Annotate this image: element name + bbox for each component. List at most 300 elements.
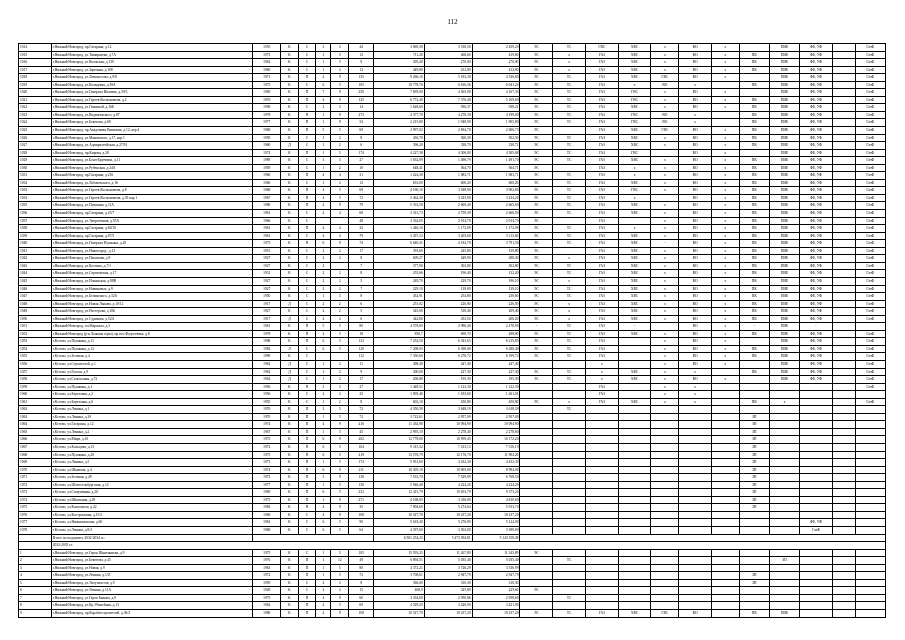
table-cell: ЭС (520, 368, 553, 376)
table-cell: ВО (679, 142, 712, 150)
table-cell: 1 (316, 111, 331, 119)
table-cell: 419,60 (472, 51, 520, 59)
table-cell: ВО (679, 96, 712, 104)
table-cell: ФЕ, УФ (800, 360, 833, 368)
table-cell (651, 436, 679, 444)
table-row (19, 157, 886, 165)
table-cell: х (651, 391, 679, 399)
table-cell: 5 124,00 (472, 519, 520, 527)
table-cell: ЭС (520, 549, 553, 557)
table-cell (832, 481, 855, 489)
table-row (19, 496, 886, 504)
table-cell: 9 (349, 368, 374, 376)
table-cell: 4 182,70 (424, 240, 472, 248)
table-cell: х (553, 255, 586, 263)
table-cell: ТС (553, 368, 586, 376)
table-cell: К (281, 383, 299, 391)
table-cell (585, 549, 618, 557)
table-cell (651, 519, 679, 527)
table-cell: ТС (553, 81, 586, 89)
table-cell: 250 (349, 89, 374, 97)
table-cell: 1960 (253, 142, 281, 150)
table-cell: ЗП (739, 443, 769, 451)
table-cell: 3 618,39 (472, 406, 520, 414)
table-cell: 1057 (19, 368, 52, 376)
table-cell: 1045 (19, 277, 52, 285)
table-cell: П (298, 194, 316, 202)
table-cell: х (651, 134, 679, 142)
table-cell: 1968 (253, 527, 281, 535)
table-cell (679, 466, 712, 474)
table-cell: 850,7 (374, 330, 424, 338)
table-cell (651, 504, 679, 512)
table-cell: ГАЗ (585, 315, 618, 323)
table-row (19, 202, 886, 210)
table-cell (711, 474, 739, 482)
table-cell: 2 (331, 300, 349, 308)
table-cell: х (711, 232, 739, 240)
table-cell: ВО (679, 134, 712, 142)
table-row (19, 489, 886, 497)
table-cell (769, 481, 799, 489)
table-cell: 5 (349, 308, 374, 316)
table-cell: ПИЕ (769, 225, 799, 233)
table-cell: 1974 (253, 421, 281, 429)
table-cell: ФЕ, УФ (800, 111, 833, 119)
table-cell: 1962 (253, 59, 281, 67)
table-cell: П (298, 564, 316, 572)
table-cell: 1060 (19, 391, 52, 399)
table-cell: 1044 (19, 270, 52, 278)
table-cell (832, 142, 855, 150)
table-cell: С (298, 300, 316, 308)
table-cell: ГазФ (855, 119, 885, 127)
table-cell: х (711, 44, 739, 52)
table-cell: 2 (331, 179, 349, 187)
table-cell: 1052 (19, 330, 52, 338)
table-cell: 6 280,40 (472, 345, 520, 353)
table-cell (553, 164, 586, 172)
table-cell: 4 536,60 (472, 74, 520, 82)
table-cell: 2 (331, 134, 349, 142)
table-cell: х (711, 353, 739, 361)
table-cell (679, 459, 712, 467)
table-cell: Л (281, 345, 299, 353)
table-row (19, 579, 886, 587)
table-cell (832, 262, 855, 270)
table-cell: х (651, 353, 679, 361)
table-cell: 5 (331, 345, 349, 353)
table-cell: г.Нижний Новгород, ул.Веденеевского, д.87 (51, 111, 253, 119)
table-cell: 69 (349, 187, 374, 195)
table-cell: 245,80 (424, 247, 472, 255)
section-label-row (19, 542, 886, 550)
table-cell: П (298, 602, 316, 610)
table-cell: 1019 (19, 81, 52, 89)
table-cell: ГазФ (855, 300, 885, 308)
table-cell: ГазФ (855, 127, 885, 135)
table-cell (651, 602, 679, 610)
table-cell: х (711, 338, 739, 346)
table-cell: ФЕ, УФ (800, 134, 833, 142)
table-cell (711, 81, 739, 89)
table-cell: 4 (316, 96, 331, 104)
table-cell: ПК (739, 308, 769, 316)
table-cell: х (651, 179, 679, 187)
table-cell: 135 (349, 74, 374, 82)
table-cell: П (298, 428, 316, 436)
table-cell (855, 527, 885, 535)
table-cell: 7 (349, 285, 374, 293)
table-cell (739, 383, 769, 391)
table-cell: ГАЗ (585, 142, 618, 150)
table-cell (800, 421, 833, 429)
table-cell: 2 (316, 308, 331, 316)
table-cell: ФЕ, УФ (800, 119, 833, 127)
table-cell: ПК (739, 262, 769, 270)
table-cell: х (711, 285, 739, 293)
table-cell (618, 466, 651, 474)
table-cell: ЭС (520, 217, 553, 225)
table-cell: К (281, 59, 299, 67)
table-cell: г.Нижний Новгород, ул.Лобачевского, д.16 (51, 179, 253, 187)
table-cell: х (651, 376, 679, 384)
table-cell: ПИЕ (769, 96, 799, 104)
table-cell: ПИЕ (769, 285, 799, 293)
table-cell: 564,70 (424, 164, 472, 172)
table-cell: 1066 (19, 436, 52, 444)
table-cell (618, 481, 651, 489)
table-cell: ТС (553, 179, 586, 187)
table-cell (855, 594, 885, 602)
table-cell: ХВС (618, 255, 651, 263)
table-cell: 4 (316, 172, 331, 180)
table-cell (800, 602, 833, 610)
table-cell: 9 (331, 74, 349, 82)
table-cell: х (711, 308, 739, 316)
table-cell (585, 564, 618, 572)
total-cell: 5 473 394,81 (424, 534, 472, 542)
table-cell (553, 511, 586, 519)
table-cell: г.Кстово, ул.Пушкина, д.11 (51, 338, 253, 346)
table-cell: 468,60 (424, 51, 472, 59)
table-cell: ГазФ (855, 360, 885, 368)
table-cell: ХВС (618, 44, 651, 52)
table-cell: 1043 (19, 262, 52, 270)
table-cell: ЭС (520, 149, 553, 157)
table-cell (618, 587, 651, 595)
table-cell: ГАЗ (585, 353, 618, 361)
table-cell (711, 557, 739, 565)
table-cell: х (553, 59, 586, 67)
table-cell: г.Нижний Новгород, ул.Героя Шнитникова, д.9 (51, 549, 253, 557)
table-cell: ГазФ (855, 187, 885, 195)
table-cell: 1980 (253, 202, 281, 210)
table-cell: х (651, 44, 679, 52)
table-cell: 1 122,30 (424, 383, 472, 391)
table-cell (553, 481, 586, 489)
table-cell: 3 722,61 (374, 413, 424, 421)
table-cell: ВО (679, 277, 712, 285)
table-cell (585, 413, 618, 421)
table-cell: ПК (739, 202, 769, 210)
table-cell: 1960 (253, 172, 281, 180)
table-cell: 1 (316, 413, 331, 421)
table-cell (585, 519, 618, 527)
table-cell (585, 428, 618, 436)
table-cell: С (298, 285, 316, 293)
table-cell: ФЕ, УФ (800, 142, 833, 150)
table-cell (800, 587, 833, 595)
table-cell: ЭС (520, 300, 553, 308)
table-cell: П (298, 74, 316, 82)
table-cell: х (651, 172, 679, 180)
table-cell (832, 194, 855, 202)
table-cell: ЭС (520, 315, 553, 323)
table-cell: ГазФ (855, 89, 885, 97)
table-cell: ГазФ (855, 111, 885, 119)
table-cell: ХВС (618, 270, 651, 278)
table-cell: 1968 (253, 187, 281, 195)
table-cell: 447,40 (424, 360, 472, 368)
table-cell: 11 267,89 (424, 549, 472, 557)
table-cell: ФЕ, УФ (800, 225, 833, 233)
table-cell: ВО (679, 293, 712, 301)
table-cell: ЗП (739, 466, 769, 474)
table-cell (769, 466, 799, 474)
table-cell: ПИЕ (769, 164, 799, 172)
table-cell: ПИЕ (769, 376, 799, 384)
table-cell: 2 (331, 164, 349, 172)
table-cell: К (281, 564, 299, 572)
table-cell: 3 869,30 (374, 44, 424, 52)
table-cell (800, 610, 833, 618)
table-cell: ФЕ, УФ (800, 104, 833, 112)
table-cell: 5 169,60 (472, 96, 520, 104)
table-cell: 1 172,09 (424, 225, 472, 233)
table-cell: 5 (316, 127, 331, 135)
table-cell: г.Кстово, ул.Пушкина, д.1 (51, 383, 253, 391)
table-cell: К (281, 489, 299, 497)
table-cell: ГАЗ (585, 59, 618, 67)
table-cell: 68 (349, 210, 374, 218)
table-cell: 1927 (253, 277, 281, 285)
table-cell: 229,70 (424, 277, 472, 285)
table-cell: ТС (553, 345, 586, 353)
table-cell: С (298, 142, 316, 150)
table-cell (585, 466, 618, 474)
table-cell: ГАЗ (585, 277, 618, 285)
table-cell (331, 353, 349, 361)
table-cell: К (281, 225, 299, 233)
table-cell: г.Кстово, ул.Ленина, д.1 (51, 406, 253, 414)
table-cell (331, 262, 349, 270)
table-cell: ТС (553, 225, 586, 233)
table-cell (711, 610, 739, 618)
table-cell: ГазФ (855, 142, 885, 150)
table-cell: 2 (316, 315, 331, 323)
table-row (19, 338, 886, 346)
table-cell: ГазФ (855, 345, 885, 353)
table-cell: 72 (349, 413, 374, 421)
table-cell: 1961 (253, 232, 281, 240)
table-cell (651, 481, 679, 489)
table-cell: 271 (349, 496, 374, 504)
table-cell: ГАЗ (585, 194, 618, 202)
table-cell: х (553, 277, 586, 285)
table-cell: 1018 (19, 74, 52, 82)
table-cell: К (281, 353, 299, 361)
table-cell: 2 (316, 255, 331, 263)
table-cell: К (281, 511, 299, 519)
table-cell: х (618, 225, 651, 233)
table-cell (800, 474, 833, 482)
table-cell: 3 928,90 (424, 187, 472, 195)
table-cell (800, 428, 833, 436)
table-cell: 498,00 (472, 330, 520, 338)
table-cell: ГазФ (855, 134, 885, 142)
table-cell: ПК (739, 330, 769, 338)
table-cell: ПК (739, 164, 769, 172)
table-cell: 9 (331, 436, 349, 444)
table-cell: ТС (553, 111, 586, 119)
table-cell: ПК (739, 293, 769, 301)
table-cell (679, 443, 712, 451)
table-cell: х (651, 360, 679, 368)
table-cell (553, 549, 586, 557)
table-cell: 10 327,70 (374, 511, 424, 519)
table-cell (618, 353, 651, 361)
table-cell (800, 594, 833, 602)
table-cell: 11 343,89 (472, 549, 520, 557)
table-cell: 1963 (253, 519, 281, 527)
table-cell (553, 587, 586, 595)
table-cell: 8 (349, 255, 374, 263)
table-cell: ПИЕ (769, 338, 799, 346)
table-cell: 2 (316, 262, 331, 270)
table-cell: ЗП (769, 557, 799, 565)
table-cell: ЗП (739, 421, 769, 429)
table-cell (800, 391, 833, 399)
table-cell: 1 (316, 59, 331, 67)
table-cell: 5 (331, 51, 349, 59)
table-cell: 1 (316, 179, 331, 187)
table-cell: 1049 (19, 308, 52, 316)
table-cell: 6 (316, 489, 331, 497)
table-cell: ФЕ, УФ (800, 330, 833, 338)
table-cell: 5 (349, 277, 374, 285)
table-cell: 393,60 (374, 247, 424, 255)
table-cell (769, 436, 799, 444)
table-cell: ГАЗ (585, 119, 618, 127)
table-cell: К (281, 572, 299, 580)
table-cell: ЗП (739, 481, 769, 489)
table-cell: ГазФ (855, 353, 885, 361)
table-cell (832, 225, 855, 233)
table-cell: 1047 (19, 293, 52, 301)
table-cell: 3 (331, 383, 349, 391)
table-cell: 1950 (253, 293, 281, 301)
table-cell: ПК (739, 104, 769, 112)
table-cell: 1959 (253, 579, 281, 587)
table-cell (679, 557, 712, 565)
table-cell (832, 119, 855, 127)
table-cell: С (298, 51, 316, 59)
table-cell (618, 338, 651, 346)
table-cell: 195,30 (472, 376, 520, 384)
table-cell: ПИЕ (769, 149, 799, 157)
table-cell: 4 (316, 602, 331, 610)
table-cell: ЭС (520, 111, 553, 119)
table-cell (832, 157, 855, 165)
table-cell: С (298, 262, 316, 270)
table-cell: 216 (349, 421, 374, 429)
table-cell: ФЕ, УФ (800, 293, 833, 301)
table-cell: 1038 (19, 225, 52, 233)
table-cell (832, 330, 855, 338)
table-cell: К (281, 413, 299, 421)
table-cell: 11 904,20 (472, 451, 520, 459)
table-cell: ГазФ (855, 44, 885, 52)
table-cell: С (298, 247, 316, 255)
table-cell: ЭС (520, 179, 553, 187)
table-cell: ВО (651, 111, 679, 119)
table-cell: 452,91 (374, 293, 424, 301)
table-row (19, 383, 886, 391)
table-cell (832, 59, 855, 67)
table-cell (520, 421, 553, 429)
table-cell: ГазФ (855, 270, 885, 278)
table-cell (520, 451, 553, 459)
table-cell: ТС (553, 134, 586, 142)
table-cell: 3 265,60 (424, 232, 472, 240)
table-cell: ВО (679, 270, 712, 278)
table-cell: ГазФ (855, 330, 885, 338)
table-cell (832, 383, 855, 391)
table-cell: 5 931,60 (374, 459, 424, 467)
table-cell: 600,20 (424, 179, 472, 187)
table-cell: ПИЕ (769, 247, 799, 255)
table-cell: ТС (553, 353, 586, 361)
table-cell (769, 527, 799, 535)
table-cell: г.Кстово, ул.Ленина, д.10 (51, 413, 253, 421)
table-cell: 360,30 (424, 134, 472, 142)
table-cell (553, 572, 586, 580)
table-cell: 8 (349, 293, 374, 301)
table-cell: 1966 (253, 217, 281, 225)
table-cell (711, 406, 739, 414)
table-cell (769, 451, 799, 459)
table-cell: К (281, 451, 299, 459)
table-cell (832, 338, 855, 346)
table-cell (832, 451, 855, 459)
table-cell: 1927 (253, 285, 281, 293)
register-table (18, 43, 886, 618)
table-cell: ПК (739, 255, 769, 263)
table-cell: х (651, 104, 679, 112)
table-cell: ПК (739, 225, 769, 233)
table-cell: ГАЗ (585, 210, 618, 218)
table-cell: 3 420,90 (424, 602, 472, 610)
table-cell: г.Нижний Новгород, ул.Новиковых, д.9 (51, 285, 253, 293)
table-cell (832, 466, 855, 474)
table-cell: 4 224,20 (472, 481, 520, 489)
table-cell: г.Кстово, ул.Ленина, д.9/2 (51, 527, 253, 535)
table-row (19, 187, 886, 195)
table-cell: ПИЕ (769, 44, 799, 52)
table-cell: 4 (316, 594, 331, 602)
table-cell (832, 232, 855, 240)
